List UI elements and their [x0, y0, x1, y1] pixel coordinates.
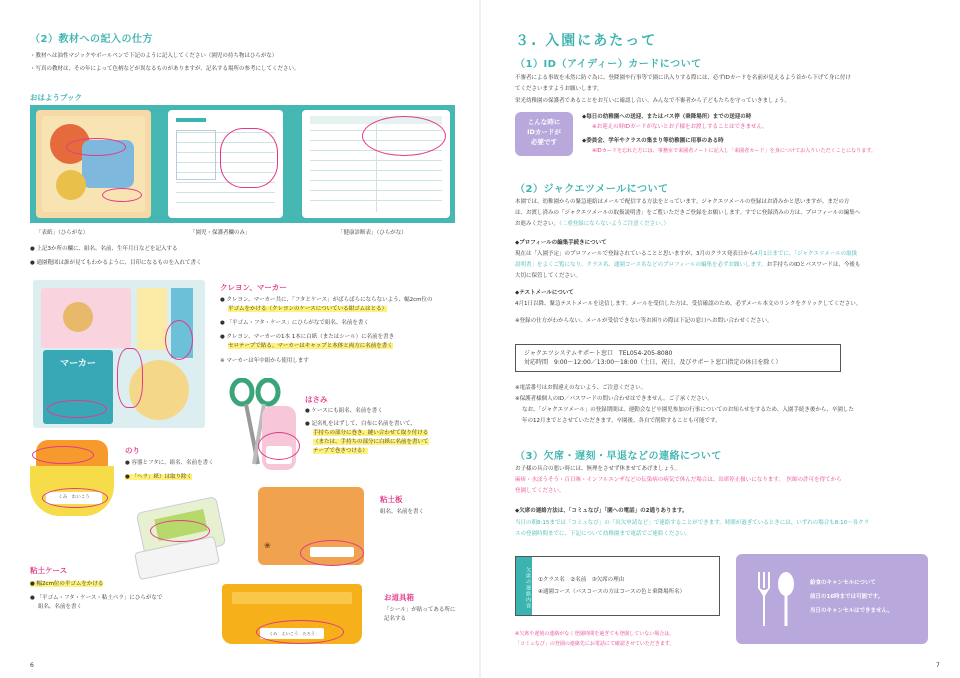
id-para-1: 不審者による事故を未然に防ぐ為に、登降園や行事等で園に出入りする際には、必ずIDカードを名前が見えるよう首から下げて身に付け	[515, 75, 851, 81]
fork-spoon-icon	[754, 570, 798, 630]
meal-line-1: 給食のキャンセルについて	[810, 580, 876, 586]
profile-para-2b: お手持ちのIDとパスワードは、今後も	[766, 262, 861, 268]
tool-box-label: お道具箱	[384, 593, 414, 602]
glue-note-2	[125, 474, 192, 482]
mail-para-3: お進みください。	[515, 221, 560, 227]
scissors-note-2b-text: 手持ちの部分に巻き、縫い合わせて取り付ける	[313, 430, 429, 436]
absence-contact-box	[515, 556, 720, 616]
meal-line-2: 前日の16時までは可能です。	[810, 594, 884, 600]
pw-note-3: 年の12月までとさせていただきます。卒園後、各自で削除することも可能です。	[522, 418, 721, 424]
clay-board-note: 組名、名前を書く	[380, 509, 425, 515]
glue-note-2-text: ● 「ヘラ」紙）は取り除く	[125, 474, 193, 480]
clay-case-note-1	[30, 581, 103, 589]
crayon-note-3b-text: セロテープで貼る。マーカーはキャップと本体と両方に名前を書く	[228, 343, 393, 349]
clay-case-note-2b: 組名、名前を書く	[38, 604, 83, 610]
contact-line-1: ジャクエツシステムサポート窓口 TEL054-205-8080	[524, 350, 673, 357]
profile-para-2: 説明書」をよくご覧になり、クラス名、通園コース名などのプロフィールの編集を必ずお願いします。	[515, 262, 767, 268]
pill-line-3: 必要です	[531, 137, 557, 146]
clay-board-image: ❀	[258, 487, 364, 565]
scissors-label: はさみ	[305, 395, 328, 404]
crayon-note-3: ● クレヨン、マーカーの1本 1本に白紙（またはシール）に名前を書き	[220, 334, 395, 340]
test-head: ◆テストメールについて	[515, 290, 574, 296]
crayon-note-1: ● クレヨン、マーカー共に、「フタとケース」がばらばらにならないよう、幅2cm位の	[220, 297, 433, 303]
book-note-1: ● 上記3か所の欄に、組名、名前、生年月日などを記入する	[30, 246, 178, 252]
test-note: ※登録の仕方がわからない、メールが受信できない等お困りの際は下記の窓口へお問い合わせください。	[515, 318, 773, 324]
need-2: ◆委員会、学年やクラスの集まり等幼稚園に用事のある時	[582, 138, 724, 144]
scissors-note-2d	[313, 448, 368, 456]
absence-tag: 欠席の連絡内容	[516, 557, 532, 615]
contact-line-2: 対応時間 9:00～12:00／13:00～18:00（土日、祝日、及びサポート窓口指定の休日を除く）	[524, 359, 782, 367]
pill-line-1: こんな時に	[527, 118, 561, 126]
caption-health: 「健康診断表」（ひらがな）	[338, 230, 407, 236]
profile-para-2-row	[515, 262, 935, 270]
glue-name-tag: くみ れいこう	[46, 492, 102, 504]
chapter-title: ３. 入園にあたって	[515, 33, 658, 49]
profile-para-3: 大切に保管してください。	[515, 273, 582, 279]
book-label: おはようブック	[30, 93, 82, 102]
absence-method-2: スの登園時間までに、下記について幼稚園まで電話でご連絡ください。	[515, 531, 691, 537]
crayon-note-2: ● 「平ゴム・フタ・ケース」にひらがなで組名、名前を書く	[220, 320, 369, 326]
absence-items-2: ④通園コース（バスコースの方はコースの色と乗降場所名）	[538, 589, 686, 595]
tool-box-note-1: 「シール」が貼ってある所に	[384, 607, 456, 613]
absence-title: （3）欠席・遅刻・早退などの連絡について	[515, 451, 722, 462]
tool-box-note-2: 記名する	[384, 616, 407, 622]
book-cover-image	[36, 110, 151, 218]
pill-line-2: IDカードが	[527, 127, 561, 136]
page-number-left: 6	[30, 662, 34, 669]
clay-case-note-2: ● 「平ゴム・フタ・ケース・粘土ベラ」にひらがなで	[30, 595, 163, 601]
tool-box-ring	[256, 620, 344, 644]
glue-ring-lid	[32, 446, 94, 464]
scissors-note-2b	[313, 430, 428, 438]
mail-title: （2）ジャクエツメールについて	[515, 184, 669, 195]
clay-case-label: 粘土ケース	[30, 566, 68, 575]
test-para-1: 4月1日以降、緊急テストメールを送信します。メールを受信した方は、受信確認のため、必ずメール本文のリンクをクリックしてください。	[515, 301, 862, 307]
caption-guardian: 「園児・保護者欄のみ」	[190, 230, 251, 236]
caption-cover: 「表紙」（ひらがな）	[36, 230, 89, 236]
absence-warn-2: 「コミュなび」の登園の連絡先にお電話にて確認させていただきます。	[515, 641, 675, 647]
pw-note-2: なお、「ジャクエツメール」の登録期間は、運動会など卒園児参加の行事についてのお知らせをするため、入園手続き後から、卒園した	[522, 407, 854, 413]
absence-warn-1: ※欠席や遅刻の連絡がなく登園時間を過ぎても登園していない場合は、	[515, 631, 675, 637]
book-guardian-page-image	[168, 110, 283, 218]
intro-line-1: ・教材へは油性マジックやボールペンで下記のように記入してください（園児の持ち物はひらがな）	[30, 53, 278, 59]
profile-para-1b: 4月1日までに、「ジャクエツメールの取扱	[754, 251, 858, 257]
marker-box-title: マーカー	[60, 359, 96, 369]
crayon-note-4: ※ マーカーは年中組から使用します	[220, 358, 309, 364]
meal-cancel-box	[736, 554, 928, 644]
mail-para-1: 本園では、幼稚園からの緊急連絡はメールで配信する方法をとっています。ジャクエツメールの登録はお済みかと思いますが、まだの方	[515, 199, 850, 205]
absence-items-1: ①クラス名 ②名前 ③欠席の理由	[538, 577, 625, 583]
absence-para-3: 登園してください。	[515, 488, 565, 494]
scissors-note-2: ● 記名札をはずして、白布に名前を書いて、	[305, 421, 416, 427]
id-para-3: 栄光幼稚園の保護者であることをお互いに確認し合い、みんなで不審者から子どもたちを守っていきましょう。	[515, 98, 791, 104]
id-para-2: てくださいますようお願いします。	[515, 86, 603, 92]
need-1-note: ※お迎えの時IDカードがないとお子様をお渡しすることはできません。	[592, 124, 768, 130]
scissors-note-2c-text: （または、手持ちの部分に白紙に名前を書いて	[313, 439, 429, 445]
book-health-sheet-image	[302, 110, 450, 218]
pw-note: ※保護者様個人のID／パスワードの問い合わせはできません。ご了承ください。	[515, 396, 713, 402]
absence-method-1: 当日の朝8:15までは「コミュなび」の「出欠申請など」で連絡することができます。時間が過ぎているときには、いずれの場合も8:10～各クラ	[515, 520, 870, 526]
phone-note: ※電話番号はお間違えのないよう、ご注意ください。	[515, 385, 647, 391]
scissors-note-2c	[313, 439, 429, 447]
absence-method: ◆欠席の連絡方法は、「コミュなび」「園への電話」の2通りあります。	[515, 508, 688, 514]
crayon-marker-image	[33, 280, 205, 428]
clay-case-ring	[150, 520, 210, 542]
glue-note-1: ● 容器とフタに、組名、名前を書く	[125, 460, 214, 466]
crayon-note-3b	[228, 343, 470, 351]
mail-para-3-row	[515, 221, 935, 229]
book-note-2: ● 通園鞄図は誰が見てもわかるように、目印になるものを入れて書く	[30, 260, 202, 266]
clay-board-label: 粘土板	[380, 495, 403, 504]
profile-para-1-row	[515, 251, 935, 259]
support-contact-box	[515, 344, 841, 372]
id-card-title: （1）ID（アイディー）カードについて	[515, 59, 702, 70]
intro-line-2: ・写真の教材は、その年によって色柄などが異なるものがありますが、記名する場所の参考にしてください。	[30, 66, 300, 72]
section-title-materials: （2）教材への記入の仕方	[30, 34, 153, 45]
glue-ring-pot	[42, 488, 108, 508]
need-1: ◆毎日の幼稚園への送迎、またはバス停（乗降場所）までの送迎の時	[582, 114, 752, 120]
mail-para-3b: （二重登録にならないようご注意ください。）	[559, 221, 670, 227]
absence-para-2: 麻疹・水ぼうそう・百日咳・インフルエンザなどの伝染病の病気で休んだ場合は、出席停止扱いになります。 医師の許可を得てから	[515, 477, 842, 483]
scissors-note-2d-text: テープで巻きつける）	[313, 448, 368, 454]
scissors-ring	[258, 432, 300, 460]
crayon-note-1b-text: 平ゴムをかける（クレヨンのケースについている紺ゴムはとる）	[228, 306, 388, 312]
absence-para-1: お子様の具合の悪い時には、無理をさせず休ませてあげましょう。	[515, 466, 681, 472]
tool-box-name-tag: くみ えいこう たろう	[260, 628, 324, 639]
meal-line-3: 当日のキャンセルはできません。	[810, 608, 893, 614]
clay-case-note-1-text: ● 幅2cm位の平ゴムをかける	[30, 581, 104, 587]
crayon-label: クレヨン、マーカー	[220, 283, 287, 292]
glue-label: のり	[125, 446, 140, 455]
scissors-note-1: ● ケースにも組名、名前を書く	[305, 408, 383, 414]
mail-para-2: は、お渡し済みの「ジャクエツメールの取扱説明書」をご覧いただきご登録をお願いします。すでに登録済みの方は、プロフィールの編集へ	[515, 210, 861, 216]
need-2-note: ※IDカードを忘れた方には、事務室で来園者ノートに記入し「来園者カード」を身につけてお入りいただくことになります。	[592, 148, 877, 154]
clay-board-ring	[300, 540, 364, 566]
id-need-badge	[515, 112, 573, 156]
crayon-note-1b	[228, 306, 470, 314]
profile-para-1: 現在は「入園予定」のプロフィールで登録されていることと思いますが、3月のクラス発表日から	[515, 251, 755, 257]
profile-head: ◆プロフィールの編集手続きについて	[515, 240, 607, 246]
page-number-right: 7	[936, 662, 940, 669]
